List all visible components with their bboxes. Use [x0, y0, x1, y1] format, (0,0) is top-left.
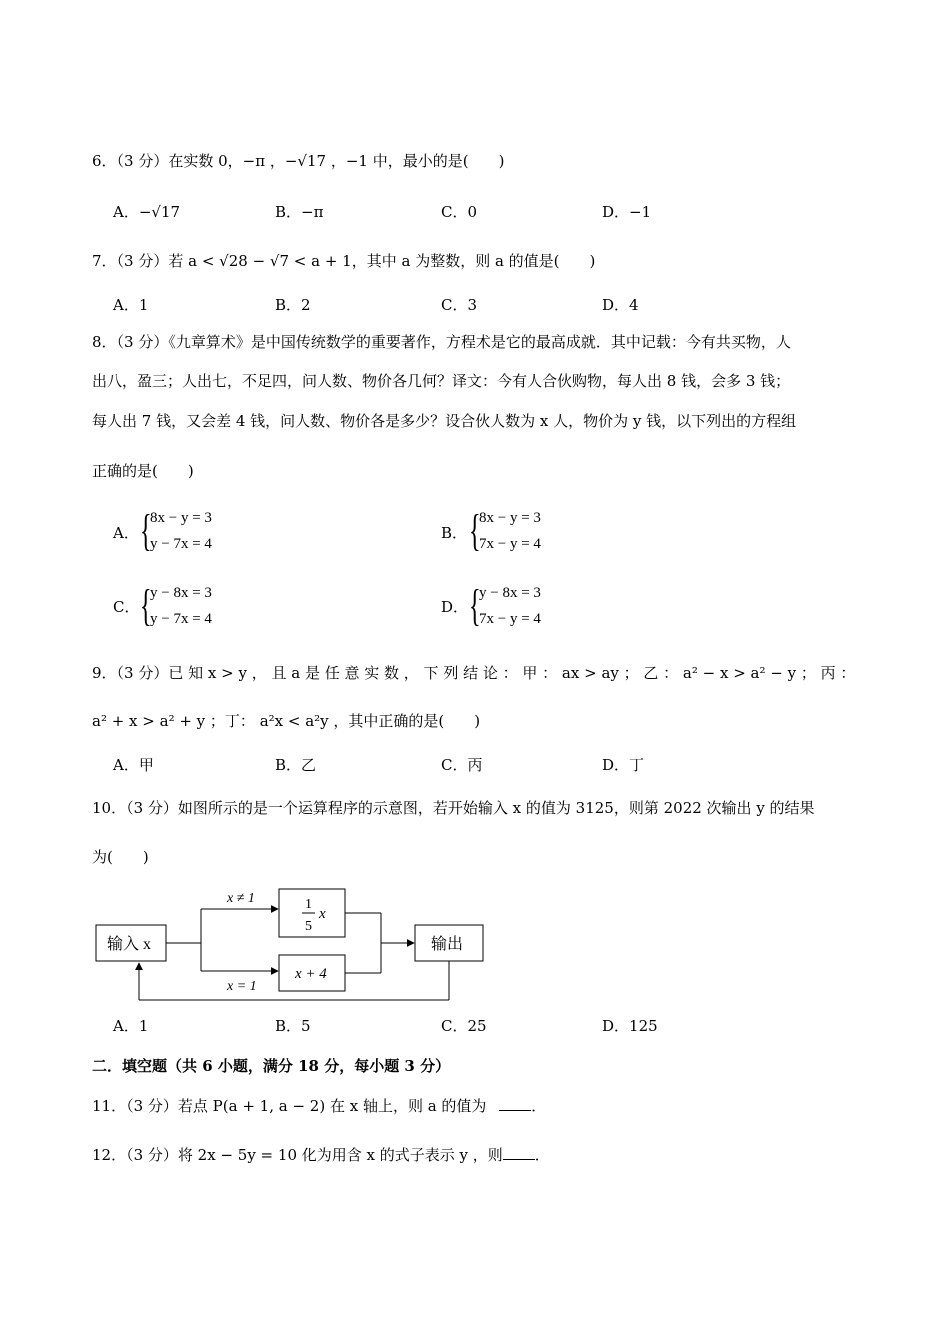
- q8-option-d-eq1: y − 8x = 3: [479, 585, 541, 601]
- q6-stem: 6．（3 分）在实数 0，−π ，−√17 ，−1 中，最小的是( ): [92, 152, 505, 170]
- frac-var: x: [319, 906, 326, 922]
- q12-answer-blank: [503, 1145, 535, 1160]
- add-label: x + 4: [295, 966, 327, 982]
- frac-num: 1: [305, 897, 312, 912]
- q8-option-c-eq2: y − 7x = 4: [150, 611, 212, 627]
- cond-bottom-label: x = 1: [227, 979, 257, 994]
- q8-option-b-eq2: 7x − y = 4: [479, 536, 541, 552]
- frac-den: 5: [305, 919, 312, 934]
- q11-answer-blank: [499, 1096, 531, 1111]
- section-2-heading: 二．填空题（共 6 小题，满分 18 分，每小题 3 分）: [92, 1057, 451, 1075]
- q7-option-d: D．4: [602, 296, 639, 314]
- q9-option-c: C．丙: [441, 756, 483, 774]
- q8-line3: 每人出 7 钱，又会差 4 钱，问人数、物价各是多少？设合伙人数为 x 人，物价为 y 钱，以下列出的方程组: [92, 412, 797, 430]
- q11-end: ．: [531, 1097, 547, 1115]
- q9-option-a: A．甲: [113, 756, 154, 774]
- q6-option-b: B．−π: [275, 203, 324, 221]
- output-label: 输出: [431, 936, 464, 953]
- q8-option-a-eq2: y − 7x = 4: [150, 536, 212, 552]
- q9-option-d: D．丁: [602, 756, 645, 774]
- q8-option-b-eq1: 8x − y = 3: [479, 510, 541, 526]
- q11-text: 11．（3 分）若点 P(a + 1, a − 2) 在 x 轴上，则 a 的值为: [92, 1097, 487, 1115]
- q8-option-d-label: D．: [441, 598, 469, 616]
- q7-option-c: C．3: [441, 296, 478, 314]
- q8-line4: 正确的是( ): [92, 462, 194, 480]
- q9-line2: a² + x > a² + y ；丁： a²x < a²y ，其中正确的是( ): [92, 712, 481, 730]
- q12: [92, 1145, 550, 1165]
- brace-icon: {: [140, 581, 152, 630]
- q6-option-a: A．−√17: [113, 203, 181, 221]
- input-label: 输入 x: [107, 936, 152, 953]
- q8-option-d-eq2: 7x − y = 4: [479, 611, 541, 627]
- q10-option-c: C．25: [441, 1017, 487, 1035]
- q12-text: 12．（3 分）将 2x − 5y = 10 化为用含 x 的式子表示 y ，则: [92, 1146, 503, 1164]
- q8-option-c-eq1: y − 8x = 3: [150, 585, 212, 601]
- q10-line2: 为( ): [92, 848, 149, 866]
- q12-end: ．: [534, 1146, 550, 1164]
- q7-option-a: A．1: [113, 296, 149, 314]
- q10-flow-diagram: [90, 880, 490, 1005]
- q8-option-a-label: A．: [113, 524, 139, 542]
- q10-option-a: A．1: [113, 1017, 149, 1035]
- q6-option-d: D．−1: [602, 203, 652, 221]
- q7-stem: 7．（3 分）若 a < √28 − √7 < a + 1，其中 a 为整数，则 a 的值是( ): [92, 252, 596, 270]
- q8-line2: 出八，盈三；人出七，不足四，问人数、物价各几何？译文：今有人合伙购物，每人出 8 钱，会多 3 钱；: [92, 372, 791, 390]
- q8-option-b-label: B．: [441, 524, 468, 542]
- q8-line1: 8．（3 分）《九章算术》是中国传统数学的重要著作，方程术是它的最高成就．其中记载：今有共买物，人: [92, 333, 791, 351]
- q10-line1: 10．（3 分）如图所示的是一个运算程序的示意图，若开始输入 x 的值为 3125，则第 2022 次输出 y 的结果: [92, 799, 815, 817]
- brace-icon: {: [469, 581, 481, 630]
- brace-icon: {: [140, 506, 152, 555]
- q8-option-c-label: C．: [113, 598, 140, 616]
- q9-line1: 9．（3 分）已 知 x > y ， 且 a 是 任 意 实 数 ， 下 列 结 论 ： 甲 ： ax > ay ； 乙 ： a² − x > a² − y ； 丙 ：: [92, 664, 856, 682]
- q11: [92, 1096, 546, 1116]
- cond-top-label: x ≠ 1: [227, 891, 255, 906]
- q7-option-b: B．2: [275, 296, 311, 314]
- q6-option-c: C．0: [441, 203, 478, 221]
- brace-icon: {: [469, 506, 481, 555]
- q10-option-d: D．125: [602, 1017, 658, 1035]
- q9-option-b: B．乙: [275, 756, 317, 774]
- q10-option-b: B．5: [275, 1017, 311, 1035]
- q8-option-a-eq1: 8x − y = 3: [150, 510, 212, 526]
